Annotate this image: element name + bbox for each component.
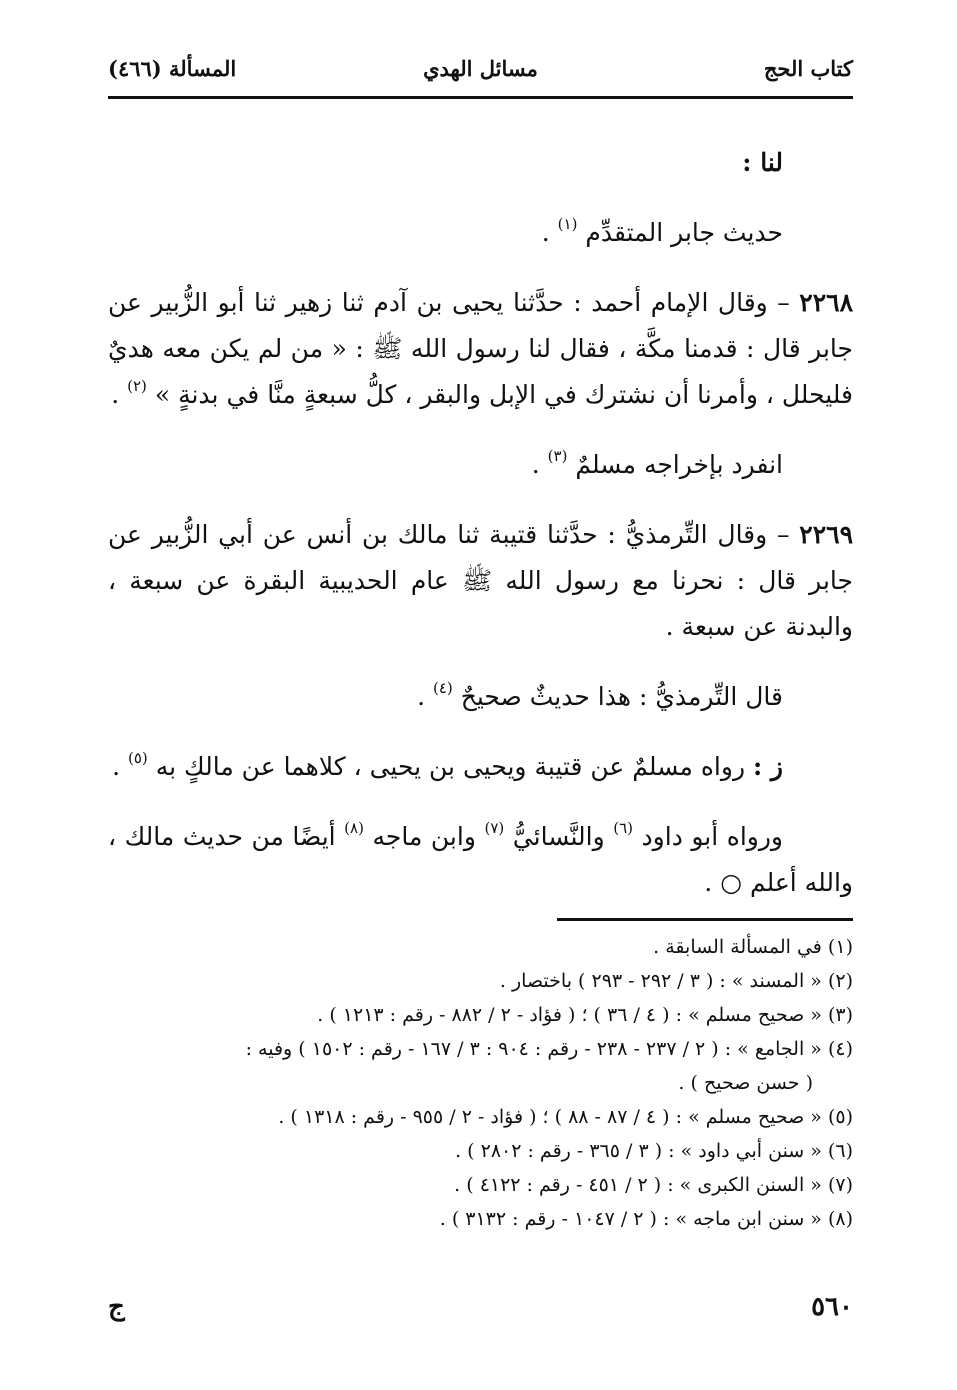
paragraph-lana: [108, 140, 853, 186]
jabir-text: حديث جابر المتقدِّم: [585, 218, 783, 247]
footnote-3: (٣) « صحيح مسلم » : ( ٤ / ٣٦ ) ؛ ( فؤاد - ٢ / ٨٨٢ - رقم : ١٢١٣ ) .: [317, 1004, 853, 1026]
hadith-2269-text: – وقال التِّرمذيُّ : حدَّثنا قتيبة ثنا مالك بن أنس عن أبي الزُّبير عن جابر قال : نحرنا مع رسول الله ﷺ عام الحديبية البقرة عن سبعة ، والبدنة عن سبعة .: [108, 520, 853, 641]
footnote-4: (٤) « الجامع » : ( ٢ / ٢٣٧ - ٢٣٨ - رقم : ٩٠٤ : ٣ / ١٦٧ - رقم : ١٥٠٢ ) وفيه :: [245, 1038, 853, 1060]
footnote-ref-8: (٨): [344, 819, 364, 837]
paragraph-other-narrations: [108, 814, 853, 906]
hadith-2269: [108, 512, 853, 650]
footnote-separator: [557, 918, 853, 921]
main-text: [108, 140, 853, 930]
footnote-6: (٦) « سنن أبي داود » : ( ٣ / ٣٦٥ - رقم : ٢٨٠٢ ) .: [455, 1140, 853, 1162]
footnote-ref-5: (٥): [127, 749, 148, 767]
zawaid-end: .: [112, 752, 128, 781]
tirmidhi-grade-end: .: [417, 682, 433, 711]
lana-label: لنا :: [742, 148, 783, 177]
footnote-2: (٢) « المسند » : ( ٣ / ٢٩٢ - ٢٩٣ ) باختصار .: [499, 970, 853, 992]
paragraph-zawaid: [108, 744, 853, 790]
jabir-end: .: [541, 218, 558, 247]
header-book-title: كتاب الحج: [763, 56, 853, 81]
paragraph-jabir-ref: [108, 210, 853, 256]
footnote-8: (٨) « سنن ابن ماجه » : ( ٢ / ١٠٤٧ - رقم : ٣١٣٢ ) .: [439, 1208, 853, 1230]
running-header: [108, 50, 853, 99]
muslim-only-end: .: [531, 450, 548, 479]
footnote-ref-4: (٤): [433, 679, 453, 697]
footnotes: [108, 930, 853, 1236]
signature-mark: ج: [108, 1292, 125, 1322]
paragraph-tirmidhi-grade: [108, 674, 853, 720]
header-chapter-title: مسائل الهدي: [423, 56, 538, 81]
header-issue-number: المسألة (٤٦٦): [108, 56, 237, 81]
abu-dawud-text: ورواه أبو داود: [641, 822, 783, 851]
zawaid-text: رواه مسلمٌ عن قتيبة ويحيى بن يحيى ، كلاهما عن مالكٍ به: [155, 752, 753, 781]
ibn-majah-text: وابن ماجه: [372, 822, 485, 851]
page-number: ٥٦٠: [811, 1292, 853, 1322]
footnote-ref-7: (٧): [484, 819, 505, 837]
hadith-number-2269: ٢٢٦٩: [799, 520, 853, 549]
hadith-2268-end: .: [111, 380, 128, 409]
footnote-ref-1: (١): [557, 215, 578, 233]
footnote-ref-3: (٣): [547, 447, 568, 465]
footnote-4-continuation: ( حسن صحيح ) .: [678, 1072, 813, 1094]
hadith-2268: [108, 280, 853, 418]
tirmidhi-grade-text: قال التِّرمذيُّ : هذا حديثٌ صحيحٌ: [460, 682, 783, 711]
nasai-text: والنَّسائيُّ: [512, 822, 614, 851]
paragraph-muslim-only: [108, 442, 853, 488]
muslim-only-text: انفرد بإخراجه مسلمٌ: [575, 450, 783, 479]
hadith-2268-text: – وقال الإمام أحمد : حدَّثنا يحيى بن آدم ثنا زهير ثنا أبو الزُّبير عن جابر قال : قدمنا مكَّة ، فقال لنا رسول الله ﷺ : « من لم يكن معه هديٌ فليحلل ، وأمرنا أن نشترك في الإبل والبقر ، كلُّ سبعةٍ منَّا في بدنةٍ »: [108, 288, 853, 409]
footnote-ref-6: (٦): [613, 819, 633, 837]
footnote-1: (١) في المسألة السابقة .: [653, 936, 853, 958]
footnote-5: (٥) « صحيح مسلم » : ( ٤ / ٨٧ - ٨٨ ) ؛ ( فؤاد - ٢ / ٩٥٥ - رقم : ١٣١٨ ) .: [278, 1106, 853, 1128]
hadith-number-2268: ٢٢٦٨: [799, 288, 853, 317]
footnote-7: (٧) « السنن الكبرى » : ( ٢ / ٤٥١ - رقم : ٤١٢٢ ) .: [454, 1174, 853, 1196]
zay-mark: ز :: [752, 752, 783, 781]
footnote-ref-2: (٢): [127, 377, 147, 395]
closing-text: أيضًا من حديث مالك ، والله أعلم ○ .: [108, 822, 853, 897]
